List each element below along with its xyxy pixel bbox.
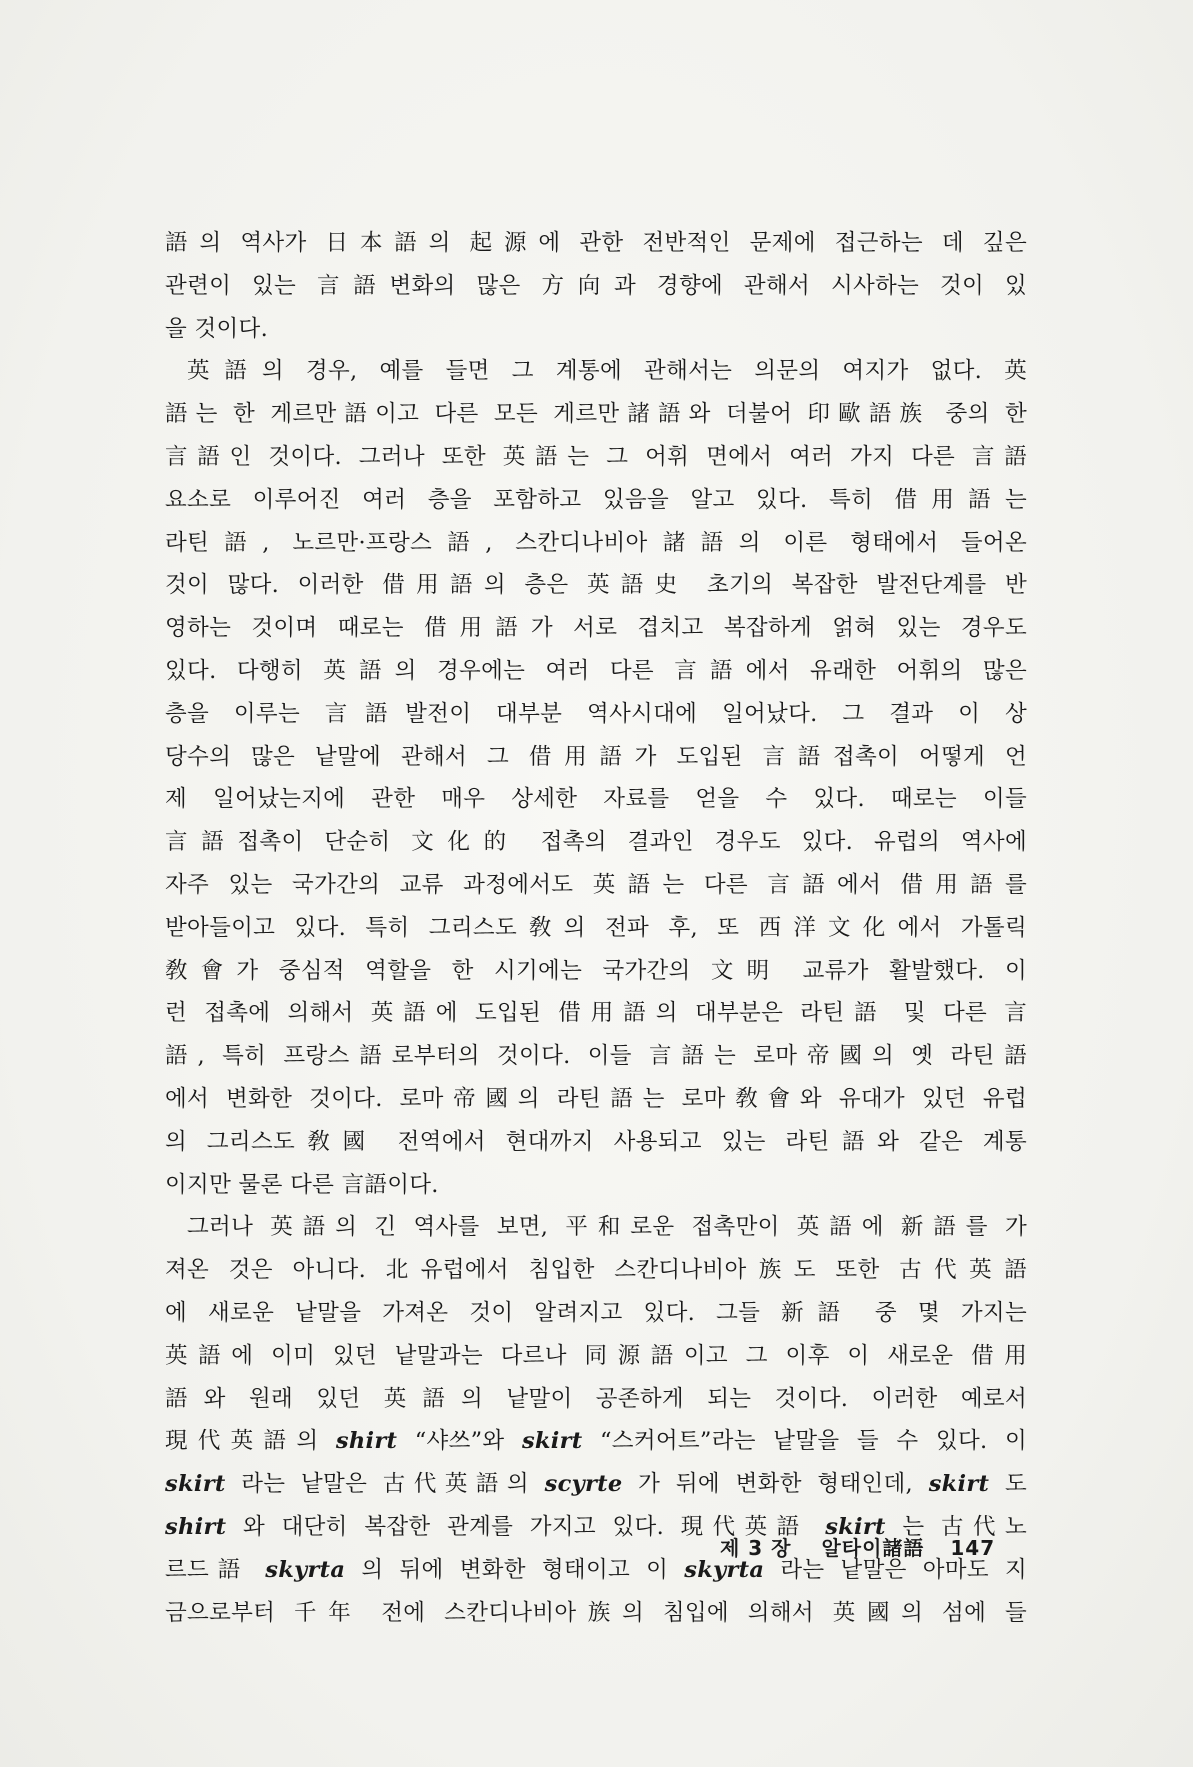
text-line: 語는 한 게르만語이고 다른 모든 게르만諸語와 더불어 印歐語族 중의 한 [165, 401, 1027, 428]
text-line: 言語접촉이 단순히 文化的 접촉의 결과인 경우도 있다. 유럽의 역사에 [165, 829, 1027, 856]
paragraph-3 [165, 1206, 1027, 1634]
chapter-title: 알타이諸語 [821, 1536, 925, 1560]
text-line: 그러나 英語의 긴 역사를 보면, 平和로운 접촉만이 英語에 新語를 가 [187, 1214, 1027, 1241]
text-line: 을 것이다. [165, 315, 269, 342]
text-line: 것이 많다. 이러한 借用語의 층은 英語史 초기의 복잡한 발전단계를 반 [165, 572, 1027, 599]
text-line: 요소로 이루어진 여러 층을 포함하고 있음을 알고 있다. 특히 借用語는 [165, 486, 1027, 513]
text-line: 받아들이고 있다. 특히 그리스도敎의 전파 후, 또 西洋文化에서 가톨릭 [165, 914, 1027, 941]
page-number: 147 [950, 1536, 996, 1560]
text-line: 語의 역사가 日本語의 起源에 관한 전반적인 문제에 접근하는 데 깊은 [165, 230, 1027, 256]
text-line: 英語에 이미 있던 낱말과는 다르나 同源語이고 그 이후 이 새로운 借用 [165, 1342, 1027, 1369]
text-line: 제 일어났는지에 관한 매우 상세한 자료를 얻을 수 있다. 때로는 이들 [165, 786, 1027, 813]
text-line: 言語인 것이다. 그러나 또한 英語는 그 어휘 면에서 여러 가지 다른 言語 [165, 443, 1027, 470]
chapter-label: 제 3 장 [720, 1536, 792, 1560]
text-line: 져온 것은 아니다. 北유럽에서 침입한 스칸디나비아族도 또한 古代英語 [165, 1257, 1027, 1284]
text-line: 의 그리스도敎國 전역에서 현대까지 사용되고 있는 라틴語와 같은 계통 [165, 1128, 1027, 1155]
text-line: 영하는 것이며 때로는 借用語가 서로 겹치고 복잡하게 얽혀 있는 경우도 [165, 615, 1027, 642]
text-line: 에 새로운 낱말을 가져온 것이 알려지고 있다. 그들 新語 중 몇 가지는 [165, 1299, 1027, 1326]
text-line: 敎會가 중심적 역할을 한 시기에는 국가간의 文明 교류가 활발했다. 이 [165, 957, 1027, 984]
text-line: 語, 특히 프랑스語로부터의 것이다. 이들 言語는 로마帝國의 옛 라틴語 [165, 1043, 1027, 1070]
text-line: 에서 변화한 것이다. 로마帝國의 라틴語는 로마敎會와 유대가 있던 유럽 [165, 1085, 1027, 1112]
text-line: 이지만 물론 다른 言語이다. [165, 1171, 439, 1198]
text-line: shirt 와 대단히 복잡한 관계를 가지고 있다. 現代英語 skirt 는 古代노 [165, 1513, 1027, 1540]
text-line: 런 접촉에 의해서 英語에 도입된 借用語의 대부분은 라틴語 및 다른 言 [165, 1000, 1027, 1027]
body-text [165, 222, 1027, 1634]
paragraph-1 [165, 222, 1027, 350]
text-line: 관련이 있는 言語변화의 많은 方向과 경향에 관해서 시사하는 것이 있 [165, 272, 1027, 299]
text-line: 자주 있는 국가간의 교류 과정에서도 英語는 다른 言語에서 借用語를 [165, 871, 1027, 898]
paragraph-2 [165, 350, 1027, 1206]
text-line: 르드語 skyrta 의 뒤에 변화한 형태이고 이 skyrta 라는 낱말은 아마도 지 [165, 1556, 1027, 1583]
text-line: 층을 이루는 言語발전이 대부분 역사시대에 일어났다. 그 결과 이 상 [165, 700, 1027, 727]
text-line: 現代英語의 shirt “샤쓰”와 skirt “스커어트”라는 낱말을 들 수 있다. 이 [165, 1428, 1027, 1455]
text-line: skirt 라는 낱말은 古代英語의 scyrte 가 뒤에 변화한 형태인데, skirt 도 [165, 1471, 1027, 1498]
text-line: 있다. 다행히 英語의 경우에는 여러 다른 言語에서 유래한 어휘의 많은 [165, 657, 1027, 684]
text-line: 당수의 많은 낱말에 관해서 그 借用語가 도입된 言語접촉이 어떻게 언 [165, 743, 1027, 770]
text-line: 語와 원래 있던 英語의 낱말이 공존하게 되는 것이다. 이러한 예로서 [165, 1385, 1027, 1412]
text-line: 英語의 경우, 예를 들면 그 계통에 관해서는 의문의 여지가 없다. 英 [187, 358, 1027, 385]
text-line: 라틴語, 노르만·프랑스語, 스칸디나비아諸語의 이른 형태에서 들어온 [165, 529, 1027, 556]
page-footer [720, 1532, 995, 1561]
text-line: 금으로부터 千年 전에 스칸디나비아族의 침입에 의해서 英國의 섬에 들 [165, 1599, 1027, 1626]
